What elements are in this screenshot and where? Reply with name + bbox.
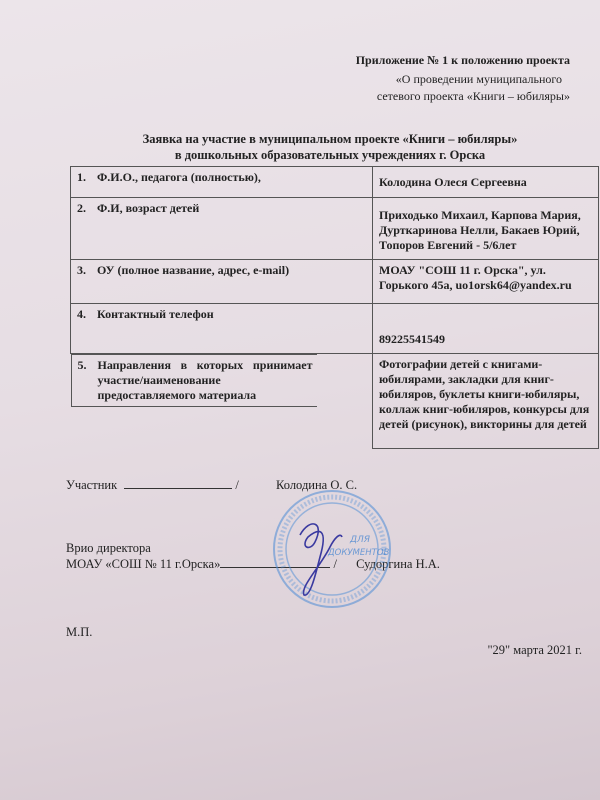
row-label: Ф.И.О., педагога (полностью), [97,170,261,184]
table-row [71,198,599,260]
document-title: Заявка на участие в муниципальном проекте «Книги – юбиляры» [142,132,518,146]
table-row [71,304,599,354]
svg-text:ДОКУМЕНТОВ: ДОКУМЕНТОВ [328,548,390,558]
appendix-subheading-2: сетевого проекта «Книги – юбиляры» [376,89,570,103]
handwritten-signature [300,524,342,595]
row-number: 5. [77,358,87,372]
participant-name: Колодина О. С. [276,478,358,492]
row-number: 3. [77,263,86,277]
row-value: Колодина Олеся Сергеевна [373,167,599,198]
row-number: 4. [77,307,86,321]
svg-text:ДЛЯ: ДЛЯ [350,535,371,545]
application-table [70,166,599,449]
signature-blank [124,477,232,489]
document-subtitle: в дошкольных образовательных учреждениях г. Орска [174,148,486,162]
row-label: Направления в которых принимает участие/наименование предоставляемого материала [97,358,313,402]
director-organization: МОАУ «СОШ № 11 г.Орска» [66,557,221,571]
row-value: Фотографии детей с книгами-юбилярами, закладки для книг-юбиляров, буклеты книги-юбиляры, коллаж книг-юбиляров, конкурсы для детей (рисунок), викторины для детей [373,354,599,449]
appendix-heading: Приложение № 1 к положению проекта [355,53,570,67]
director-name: Судоргина Н.А. [356,557,440,571]
appendix-subheading: «О проведении муниципального [395,72,562,86]
document-date: "29" марта 2021 г. [487,643,582,657]
row-label: Ф.И, возраст детей [97,201,200,215]
row-value: 89225541549 [373,304,599,354]
seal-label: М.П. [66,625,93,639]
table-row [71,260,599,304]
director-signature-line: МОАУ «СОШ № 11 г.Орска» / Судоргина Н.А. [66,557,440,571]
row-number: 1. [77,170,86,184]
row-label: ОУ (полное название, адрес, e-mail) [97,263,290,277]
director-title: Врио директора [66,541,151,555]
table-row [71,167,599,198]
participant-signature-line: Участник / Колодина О. С. [66,478,358,492]
row-number: 2. [77,201,86,215]
row-value: МОАУ "СОШ 11 г. Орска", ул. Горького 45а, uo1orsk64@yandex.ru [373,260,599,304]
row-label: Контактный телефон [97,307,214,321]
official-stamp [270,487,395,612]
participant-label: Участник [66,478,118,492]
table-row [71,354,599,449]
row-value: Приходько Михаил, Карпова Мария, Дурткаринова Нелли, Бакаев Юрий, Топоров Евгений - 5/6лет [373,198,599,260]
